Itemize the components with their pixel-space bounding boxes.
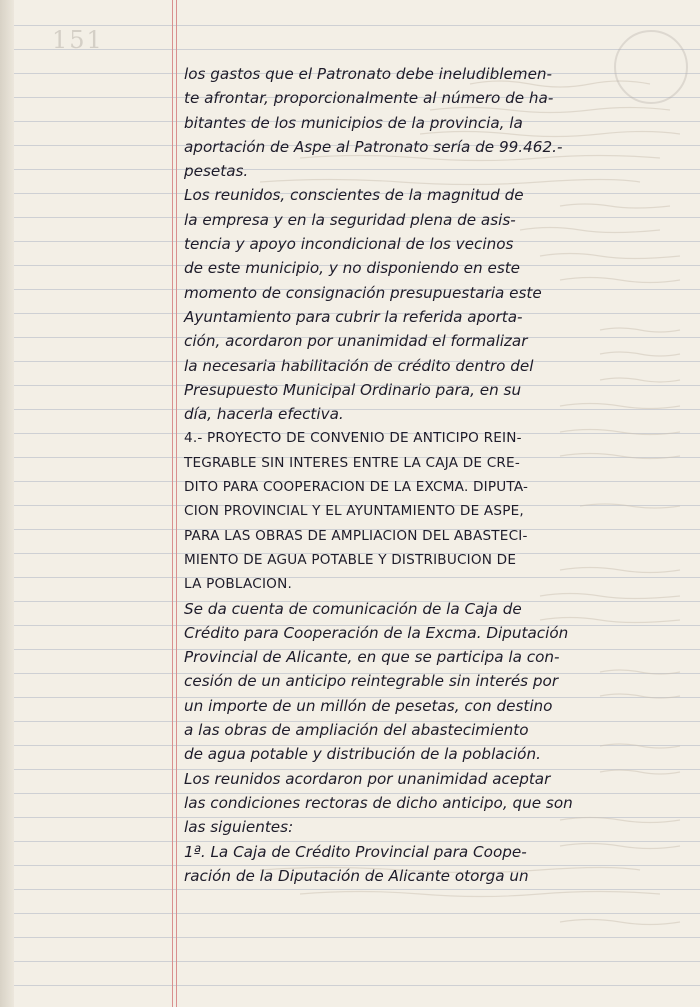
text-line: las siguientes: [184, 818, 294, 837]
text-line: Presupuesto Municipal Ordinario para, en su [184, 380, 522, 399]
text-line: MIENTO DE AGUA POTABLE Y DISTRIBUCION DE [184, 551, 517, 568]
text-line: día, hacerla efectiva. [184, 405, 344, 424]
margin-line-inner [176, 0, 177, 1007]
text-line: 4.- PROYECTO DE CONVENIO DE ANTICIPO REIN- [184, 430, 522, 447]
text-line: Provincial de Alicante, en que se participa la con- [184, 648, 560, 667]
text-line: la necesaria habilitación de crédito dentro del [184, 356, 534, 375]
margin-line-outer [172, 0, 173, 1007]
text-line: Ayuntamiento para cubrir la referida aporta- [184, 307, 523, 326]
text-line: Crédito para Cooperación de la Excma. Diputación [184, 623, 569, 642]
text-line: Se da cuenta de comunicación de la Caja de [184, 599, 522, 618]
page-number: 151 [52, 26, 104, 54]
text-line: te afrontar, proporcionalmente al número de ha- [184, 89, 554, 108]
page-binding-edge [0, 0, 14, 1007]
text-line: DITO PARA COOPERACION DE LA EXCMA. DIPUTA- [184, 479, 529, 496]
text-line: PARA LAS OBRAS DE AMPLIACION DEL ABASTECI- [184, 527, 528, 544]
text-line: TEGRABLE SIN INTERES ENTRE LA CAJA DE CRE- [184, 454, 520, 471]
text-line: pesetas. [184, 162, 249, 181]
text-line: la empresa y en la seguridad plena de asis- [184, 210, 516, 229]
text-line: Los reunidos, conscientes de la magnitud de [184, 186, 524, 205]
text-line: un importe de un millón de pesetas, con destino [184, 696, 553, 715]
text-line: momento de consignación presupuestaria este [184, 283, 542, 302]
text-line: las condiciones rectoras de dicho anticipo, que son [184, 793, 573, 812]
text-line: bitantes de los municipios de la provincia, la [184, 113, 523, 132]
text-line: 1ª. La Caja de Crédito Provincial para Coope- [184, 842, 527, 861]
text-line: aportación de Aspe al Patronato sería de 99.462.- [184, 137, 563, 156]
text-line: Los reunidos acordaron por unanimidad aceptar [184, 769, 551, 788]
text-line: de agua potable y distribución de la población. [184, 745, 541, 764]
text-line: de este municipio, y no disponiendo en este [184, 259, 521, 278]
text-line: ción, acordaron por unanimidad el formalizar [184, 332, 528, 351]
handwritten-text [184, 62, 684, 888]
text-line: LA POBLACION. [184, 576, 292, 593]
text-line: los gastos que el Patronato debe ineludiblemen- [184, 65, 553, 83]
text-line: ración de la Diputación de Alicante otorga un [184, 866, 529, 885]
text-line: a las obras de ampliación del abastecimiento [184, 721, 529, 740]
text-line: CION PROVINCIAL Y EL AYUNTAMIENTO DE ASPE, [184, 503, 524, 520]
text-line: cesión de un anticipo reintegrable sin interés por [184, 672, 559, 691]
text-line: tencia y apoyo incondicional de los vecinos [184, 235, 514, 254]
